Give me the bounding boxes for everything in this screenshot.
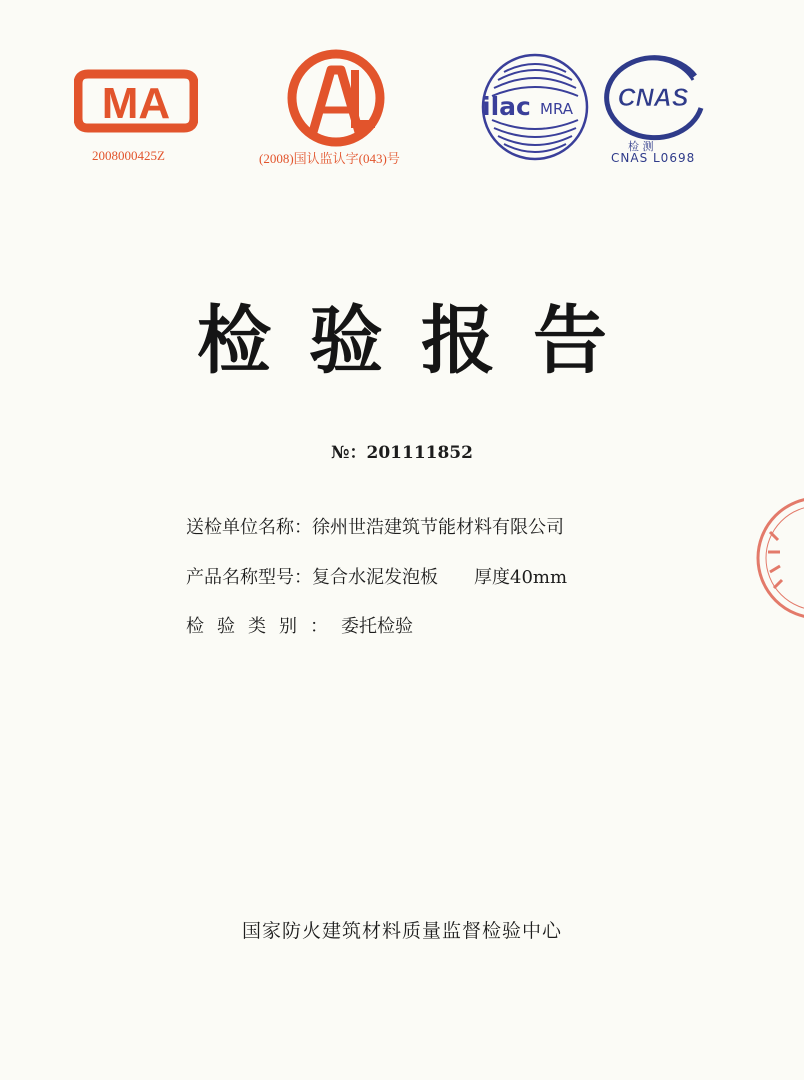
svg-text:MRA: MRA — [540, 100, 574, 118]
svg-text:CNAS: CNAS — [617, 84, 689, 112]
report-title: 检验报告 — [197, 298, 645, 384]
cnas-logo — [597, 52, 709, 144]
cal-number: (2008)国认监认字(043)号 — [259, 151, 400, 166]
report-number: 201111852 — [366, 443, 473, 463]
cal-logo — [283, 48, 389, 148]
field-value: 徐州世浩建筑节能材料有限公司 — [312, 517, 564, 538]
svg-text:ilac: ilac — [482, 92, 531, 121]
report-number-label: №： — [331, 443, 367, 463]
field-inspection-type — [186, 612, 413, 638]
svg-text:MA: MA — [101, 79, 171, 128]
field-label: 产品名称型号： — [186, 567, 312, 588]
field-submitting-unit — [186, 513, 564, 539]
report-number-line — [0, 438, 804, 463]
official-seal — [748, 492, 804, 628]
cma-number: 2008000425Z — [92, 148, 165, 163]
field-label: 检验类别： — [186, 616, 341, 637]
cnas-number: CNAS L0698 — [611, 151, 696, 165]
issuing-organization: 国家防火建筑材料质量监督检验中心 — [241, 920, 562, 942]
field-label: 送检单位名称： — [186, 517, 312, 538]
cma-logo — [74, 68, 198, 134]
field-value: 复合水泥发泡板 厚度40mm — [312, 567, 568, 588]
cnas-sub-label: 检 测 — [628, 140, 654, 153]
ilac-mra-logo — [478, 50, 592, 164]
field-value: 委托检验 — [341, 616, 413, 637]
field-product-model — [186, 563, 567, 589]
